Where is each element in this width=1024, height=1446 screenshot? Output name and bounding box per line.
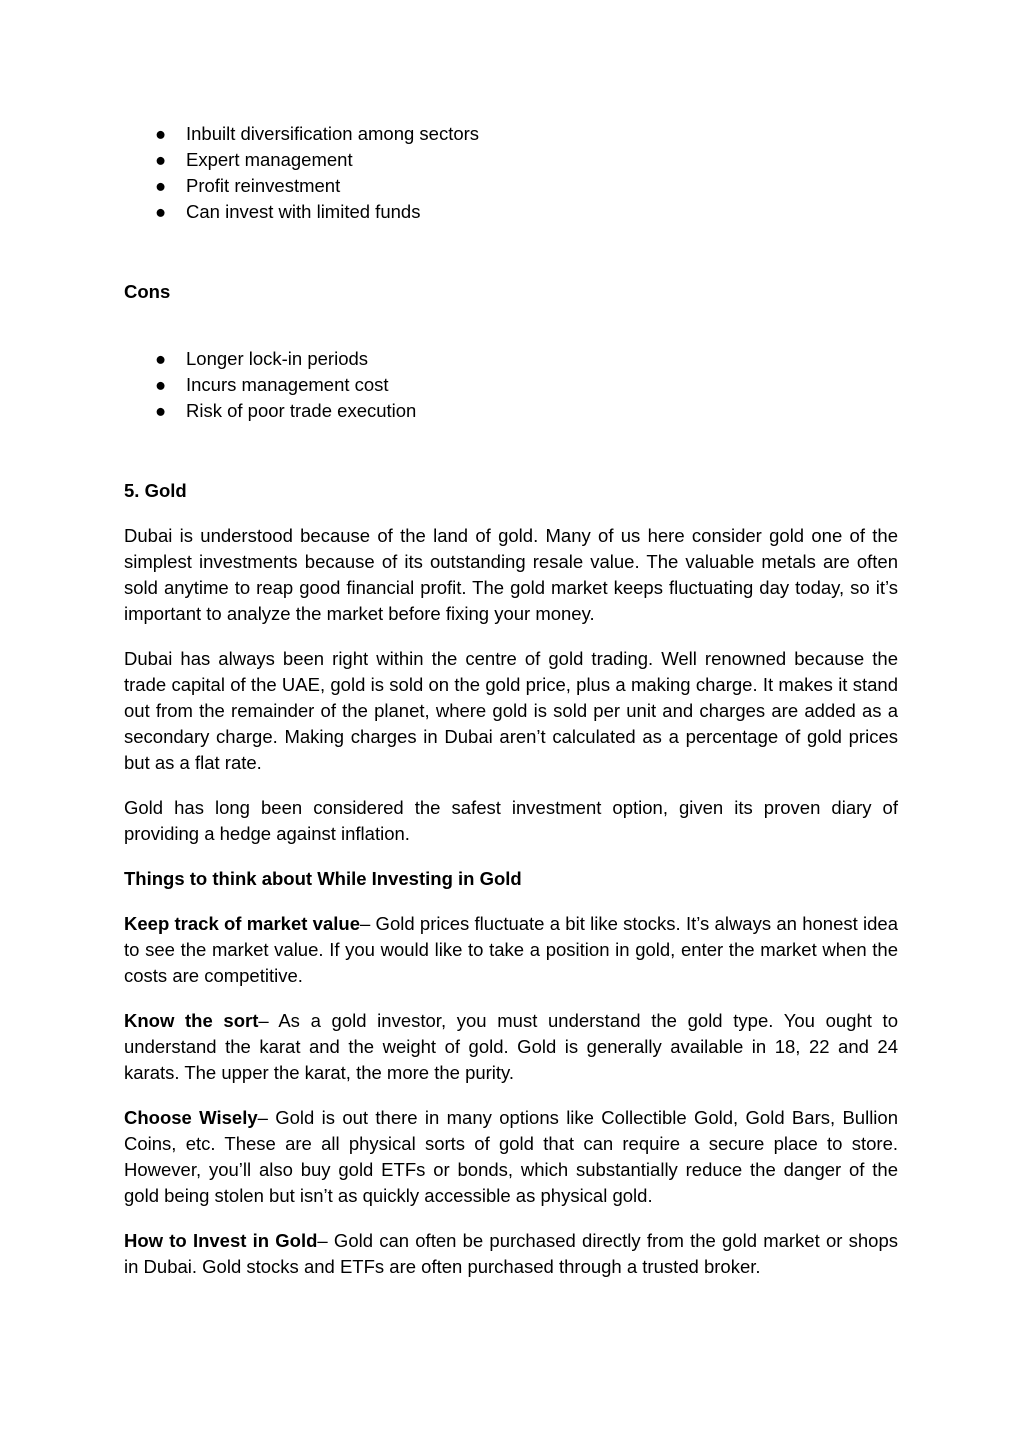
bullet-icon: ●	[155, 123, 167, 144]
bullet-icon: ●	[155, 201, 167, 222]
cons-heading: Cons	[124, 281, 171, 302]
things-heading: Things to think about While Investing in Gold	[124, 868, 522, 889]
list-item: ● Profit reinvestment	[124, 173, 898, 199]
gold-paragraph-1: Dubai is understood because of the land of gold. Many of us here consider gold one of the simplest investments because of its outstanding resale value. The valuable metals are often sold anytime to reap good financial profit. The gold market keeps fluctuating day today, so it’s important to analyze the market before fixing your money.	[124, 525, 898, 624]
cons-list	[124, 346, 898, 424]
pros-list	[124, 121, 898, 225]
bullet-icon: ●	[155, 175, 167, 196]
bullet-icon: ●	[155, 149, 167, 170]
tip-how-to-invest: How to Invest in Gold– Gold can often be purchased directly from the gold market or shops in Dubai. Gold stocks and ETFs are often purchased through a trusted broker.	[124, 1230, 898, 1277]
tip-title: Keep track of market value	[124, 913, 360, 934]
tip-title: Know the sort	[124, 1010, 259, 1031]
tip-know-sort: Know the sort– As a gold investor, you must understand the gold type. You ought to understand the karat and the weight of gold. Gold is generally available in 18, 22 and 24 karats. The upper the karat, the more the purity.	[124, 1010, 898, 1083]
document-page	[124, 121, 898, 1280]
bullet-icon: ●	[155, 374, 167, 395]
tip-market-value: Keep track of market value– Gold prices fluctuate a bit like stocks. It’s always an honest idea to see the market value. If you would like to take a position in gold, enter the market when the costs are competitive.	[124, 913, 899, 986]
list-item: ● Risk of poor trade execution	[124, 398, 898, 424]
list-item: ● Incurs management cost	[124, 372, 898, 398]
tip-title: How to Invest in Gold	[124, 1230, 318, 1251]
list-item: ● Expert management	[124, 147, 898, 173]
gold-heading: 5. Gold	[124, 480, 187, 501]
bullet-icon: ●	[155, 348, 167, 369]
list-item: ● Can invest with limited funds	[124, 199, 898, 225]
tip-title: Choose Wisely	[124, 1107, 258, 1128]
list-item: ● Longer lock-in periods	[124, 346, 898, 372]
bullet-icon: ●	[155, 400, 167, 421]
gold-paragraph-3: Gold has long been considered the safest investment option, given its proven diary of providing a hedge against inflation.	[124, 797, 898, 844]
gold-paragraph-2: Dubai has always been right within the centre of gold trading. Well renowned because the trade capital of the UAE, gold is sold on the gold price, plus a making charge. It makes it stand out from the remainder of the planet, where gold is sold per unit and charges are added as a secondary charge. Making charges in Dubai aren’t calculated as a percentage of gold prices but as a flat rate.	[124, 648, 898, 773]
list-item: ● Inbuilt diversification among sectors	[124, 121, 898, 147]
tip-choose-wisely: Choose Wisely– Gold is out there in many options like Collectible Gold, Gold Bars, Bullion Coins, etc. These are all physical sorts of gold that can require a secure place to store. However, you’ll also buy gold ETFs or bonds, which substantially reduce the danger of the gold being stolen but isn’t as quickly accessible as physical gold.	[124, 1107, 898, 1206]
